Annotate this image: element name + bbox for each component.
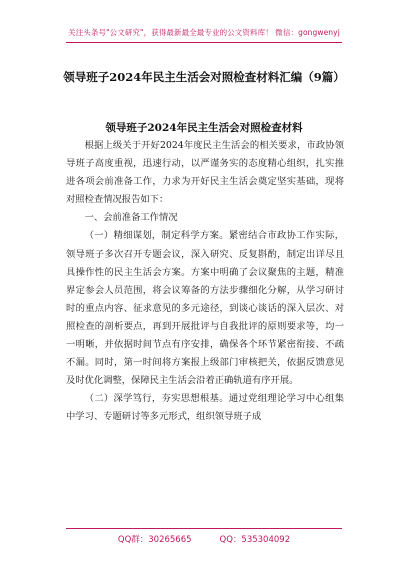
document-title: 领导班子2024年民主生活会对照检查材料汇编（9篇） xyxy=(63,70,345,84)
footer-qq-group: QQ群：30265665 xyxy=(117,535,192,545)
header-divider xyxy=(66,42,342,43)
footer-qq: QQ：535304092 xyxy=(219,535,291,545)
footer-divider xyxy=(66,528,342,529)
header-banner: 关注头条号"公文研究"，获得最新最全最专业的公文资料库！ 微信：gongwenyj xyxy=(68,28,340,37)
document-body xyxy=(66,137,344,427)
paragraph-intro: 根据上级关于开好2024年度民主生活会的相关要求，市政协领导班子高度重视，迅速行动，以严谨务实的态度精心组织，扎实推进各项会前准备工作，力求为开好民主生活会奠定坚实基础，现将对照检查情况报告如下： xyxy=(66,140,344,206)
paragraph-plan: （一）精细谋划，制定科学方案。紧密结合市政协工作实际，领导班子多次召开专题会议，深入研究、反复斟酌，制定出详尽且具操作性的民主生活会方案。方案中明确了会议聚焦的主题，精准界定参会人员范围，将会议筹备的方法步骤细化分解，从学习研讨时的重点内容、征求意见的多元途径，到谈心谈话的深入层次、对照检查的剖析要点，再到开展批评与自我批评的原则要求等，均一一明晰，并依据时间节点有序安排，确保各个环节紧密衔接、不疏不漏。同时，第一时间将方案报上级部门审核把关，依据反馈意见及时优化调整，保障民主生活会沿着正确轨道有序开展。 xyxy=(66,230,344,387)
footer xyxy=(0,533,408,545)
document-subtitle: 领导班子2024年民主生活会对照检查材料 xyxy=(105,122,303,134)
section-heading: 一、会前准备工作情况 xyxy=(84,212,178,224)
paragraph-study: （二）深学笃行，夯实思想根基。通过党组理论学习中心组集中学习、专题研讨等多元形式，组织领导班子成 xyxy=(66,393,344,423)
